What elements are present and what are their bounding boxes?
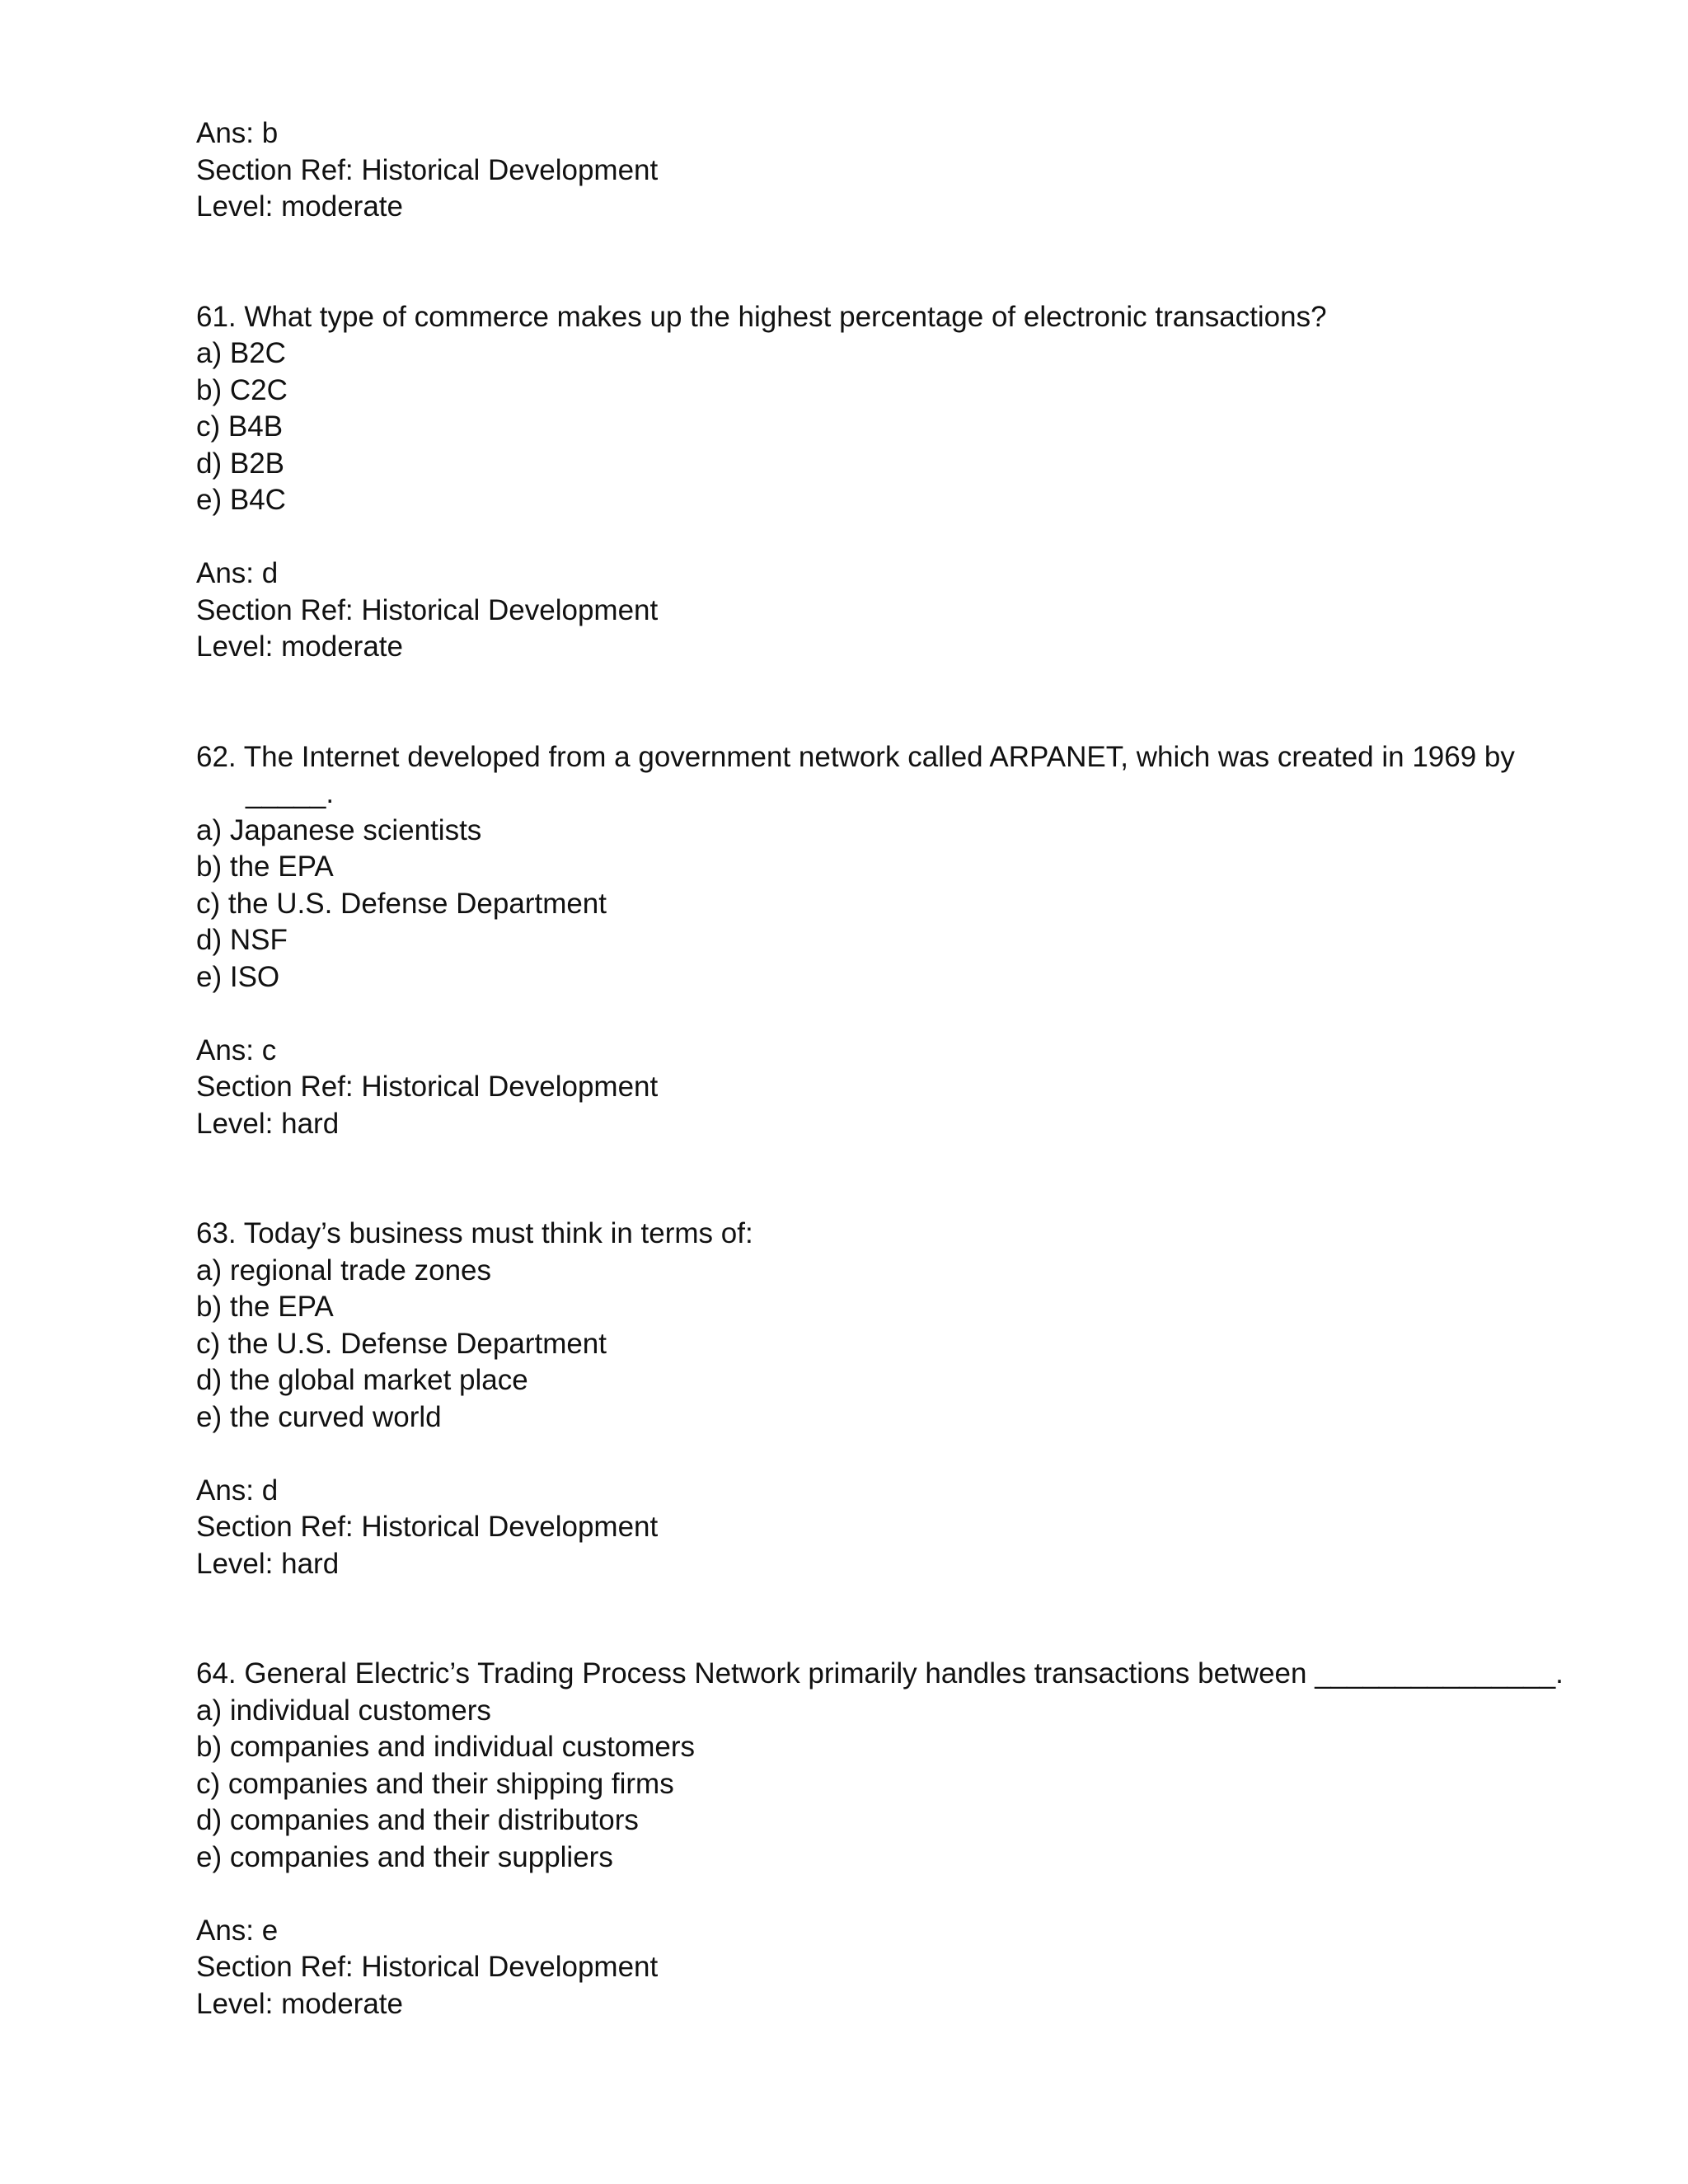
option-b: b) the EPA [196,851,334,883]
option-c: c) companies and their shipping firms [196,1767,674,1800]
option-c: c) B4B [196,410,284,443]
option-a: a) Japanese scientists [196,813,482,846]
spacer [196,1582,1515,1656]
option-a: a) regional trade zones [196,1254,491,1286]
spacer [196,666,1515,739]
option-e: e) B4C [196,484,286,516]
option-e: e) companies and their suppliers [196,1840,613,1873]
option-d: d) NSF [196,924,288,956]
option-e: e) ISO [196,960,280,993]
section-ref-line: Section Ref: Historical Development [196,1951,659,1983]
level-line: Level: moderate [196,190,403,223]
section-ref-line: Section Ref: Historical Development [196,593,659,626]
question-text: 63. Today’s business must think in terms of: [196,1217,753,1249]
option-a: a) B2C [196,337,286,369]
spacer [196,996,1515,1033]
question-block-63 [196,1216,1515,1582]
question-text: 61. What type of commerce makes up the highest percentage of electronic transactions? [196,300,1327,333]
section-ref-line: Section Ref: Historical Development [196,1071,659,1103]
document-content [196,115,1564,2022]
option-c: c) the U.S. Defense Department [196,887,607,920]
spacer [196,1876,1515,1913]
question-block-62 [196,739,1515,1143]
question-block-61 [196,299,1515,666]
question-text: 64. General Electric’s Trading Process Network primarily handles transactions between _______________. [196,1657,1564,1690]
answer-line: Ans: d [196,1474,279,1507]
question-text-continuation: _____. [246,777,335,809]
option-d: d) the global market place [196,1364,528,1396]
spacer [196,1142,1515,1216]
spacer [196,519,1515,556]
level-line: Level: hard [196,1107,340,1140]
answer-line: Ans: e [196,1914,279,1947]
section-ref-line: Section Ref: Historical Development [196,1511,659,1543]
level-line: Level: moderate [196,1987,403,2020]
level-line: Level: hard [196,1547,340,1580]
option-b: b) C2C [196,373,288,406]
level-line: Level: moderate [196,630,403,663]
option-a: a) individual customers [196,1694,491,1727]
spacer [196,1436,1515,1473]
option-d: d) B2B [196,447,284,480]
option-b: b) companies and individual customers [196,1731,696,1763]
previous-answer-block [196,115,1515,226]
option-b: b) the EPA [196,1291,334,1323]
option-e: e) the curved world [196,1400,442,1433]
option-c: c) the U.S. Defense Department [196,1327,607,1360]
question-block-64 [196,1656,1564,2022]
spacer [196,226,1515,299]
section-ref-line: Section Ref: Historical Development [196,153,659,186]
answer-line: Ans: d [196,557,279,589]
answer-line: Ans: c [196,1033,277,1066]
answer-line: Ans: b [196,117,279,149]
question-text: 62. The Internet developed from a government network called ARPANET, which was created in 1969 by [196,740,1515,773]
option-d: d) companies and their distributors [196,1804,639,1836]
